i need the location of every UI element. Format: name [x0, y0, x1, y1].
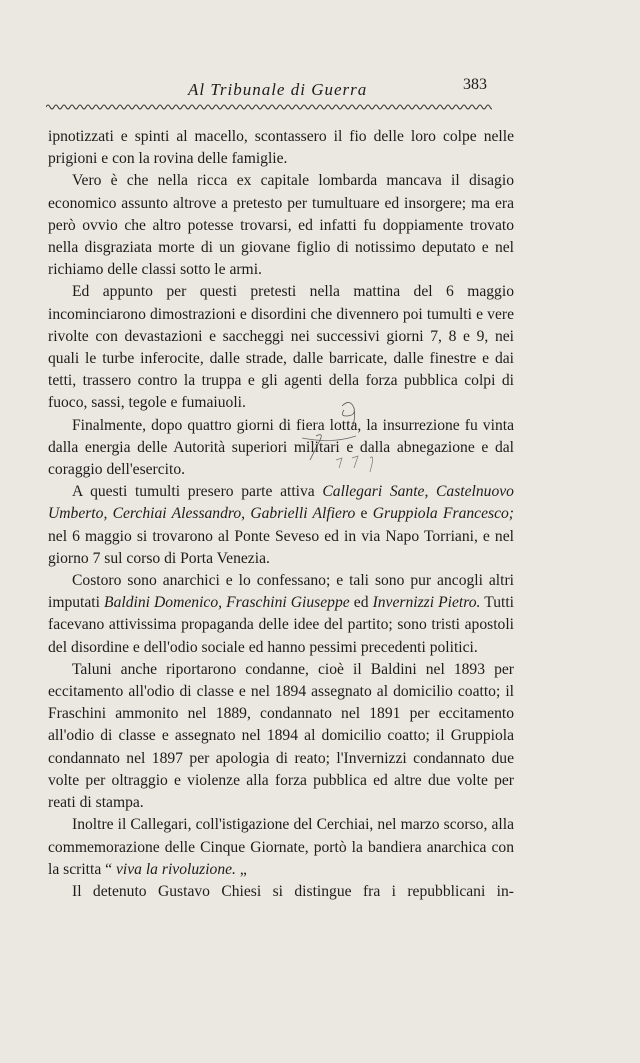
- paragraph-text: „: [235, 860, 247, 878]
- paragraph: Finalmente, dopo quattro giorni di fiera lotta, la insurrezione fu vinta dalla energia delle Autorità superiori militari e dalla abnegazione e dal coraggio dell'esercito.: [48, 416, 514, 479]
- paragraph: [48, 570, 514, 659]
- paragraph-text: Tutti facevano attivissima propaganda delle idee del partito; sono tristi apostoli del disordine e dell'odio sociale ed hanno pessimi precedenti politici.: [48, 594, 514, 656]
- paragraph-text: Costoro sono anarchici e lo confessano; e tali sono pur ancogli altri imputati: [48, 572, 514, 612]
- page-number: 383: [463, 76, 487, 93]
- defendant-names: Gruppiola Francesco;: [372, 505, 514, 523]
- paragraph: ipnotizzati e spinti al macello, scontassero il fio delle loro colpe nelle prigioni e con la rovina delle famiglie.: [48, 128, 514, 168]
- paragraph: Ed appunto per questi pretesti nella mattina del 6 maggio incominciarono dimostrazioni e disordini che divennero poi tumulti e vere rivolte con devastazioni e saccheggi nei successivi giorni 7, 8 e 9, nei quali le turbe inferocite, dalle strade, dalle barricate, dalle finestre e dai tetti, trassero contro la truppa e gli agenti della forza pubblica colpi di fuoco, sassi, tegole e fumaiuoli.: [48, 283, 514, 412]
- paragraph-text: nel 6 maggio si trovarono al Ponte Seveso ed in via Napo Torriani, e nel giorno 7 sul corso di Porta Venezia.: [48, 527, 514, 567]
- paragraph-text: e: [355, 505, 373, 523]
- banner-slogan: viva la rivoluzione.: [115, 860, 236, 878]
- paragraph-text: Inoltre il Callegari, coll'istigazione del Cerchiai, nel marzo scorso, alla commemorazione delle Cinque Giornate, portò la bandiera anarchica con la scritta “: [48, 816, 514, 878]
- defendant-names: Baldini Domenico, Fraschini Giuseppe: [104, 594, 350, 612]
- header-title: Al Tribunale di Guerra: [188, 80, 368, 99]
- paragraph-text: ed: [349, 594, 373, 612]
- paragraph: Vero è che nella ricca ex capitale lombarda mancava il disagio economico assunto altrove a pretesto per tumultuare ed insorgere; ma era però ovvio che altro potesse trovarsi, ed infatti fu doppiamente trovato nella disgraziata morte di un giovane figlio di notissimo deputato e nel richiamo delle classi sotto le armi.: [48, 172, 514, 279]
- defendant-names: Callegari Sante, Castelnuovo Umberto, Cerchiai Alessandro, Gabrielli Alfiero: [48, 483, 514, 523]
- body-text: [48, 126, 514, 903]
- paragraph: Il detenuto Gustavo Chiesi si distingue fra i repubblicani in-: [72, 882, 514, 900]
- paragraph: [48, 481, 514, 570]
- paragraph: Taluni anche riportarono condanne, cioè il Baldini nel 1893 per eccitamento all'odio di classe e nel 1894 assegnato al domicilio coatto; il Fraschini ammonito nel 1889, condannato nel 1891 per eccitamento all'odio di classe e assegnato nel 1894 al domicilio coatto; il Gruppiola condannato nel 1897 per apologia di reato; l'Invernizzi condannato due volte per oltraggio e violenze alla forza pubblica ed altre due volte per reati di stampa.: [48, 660, 514, 812]
- defendant-names: Invernizzi Pietro.: [372, 594, 481, 612]
- paragraph-text: A questi tumulti presero parte attiva: [72, 483, 323, 501]
- paragraph: [48, 814, 514, 881]
- wavy-rule-ornament: [46, 102, 492, 112]
